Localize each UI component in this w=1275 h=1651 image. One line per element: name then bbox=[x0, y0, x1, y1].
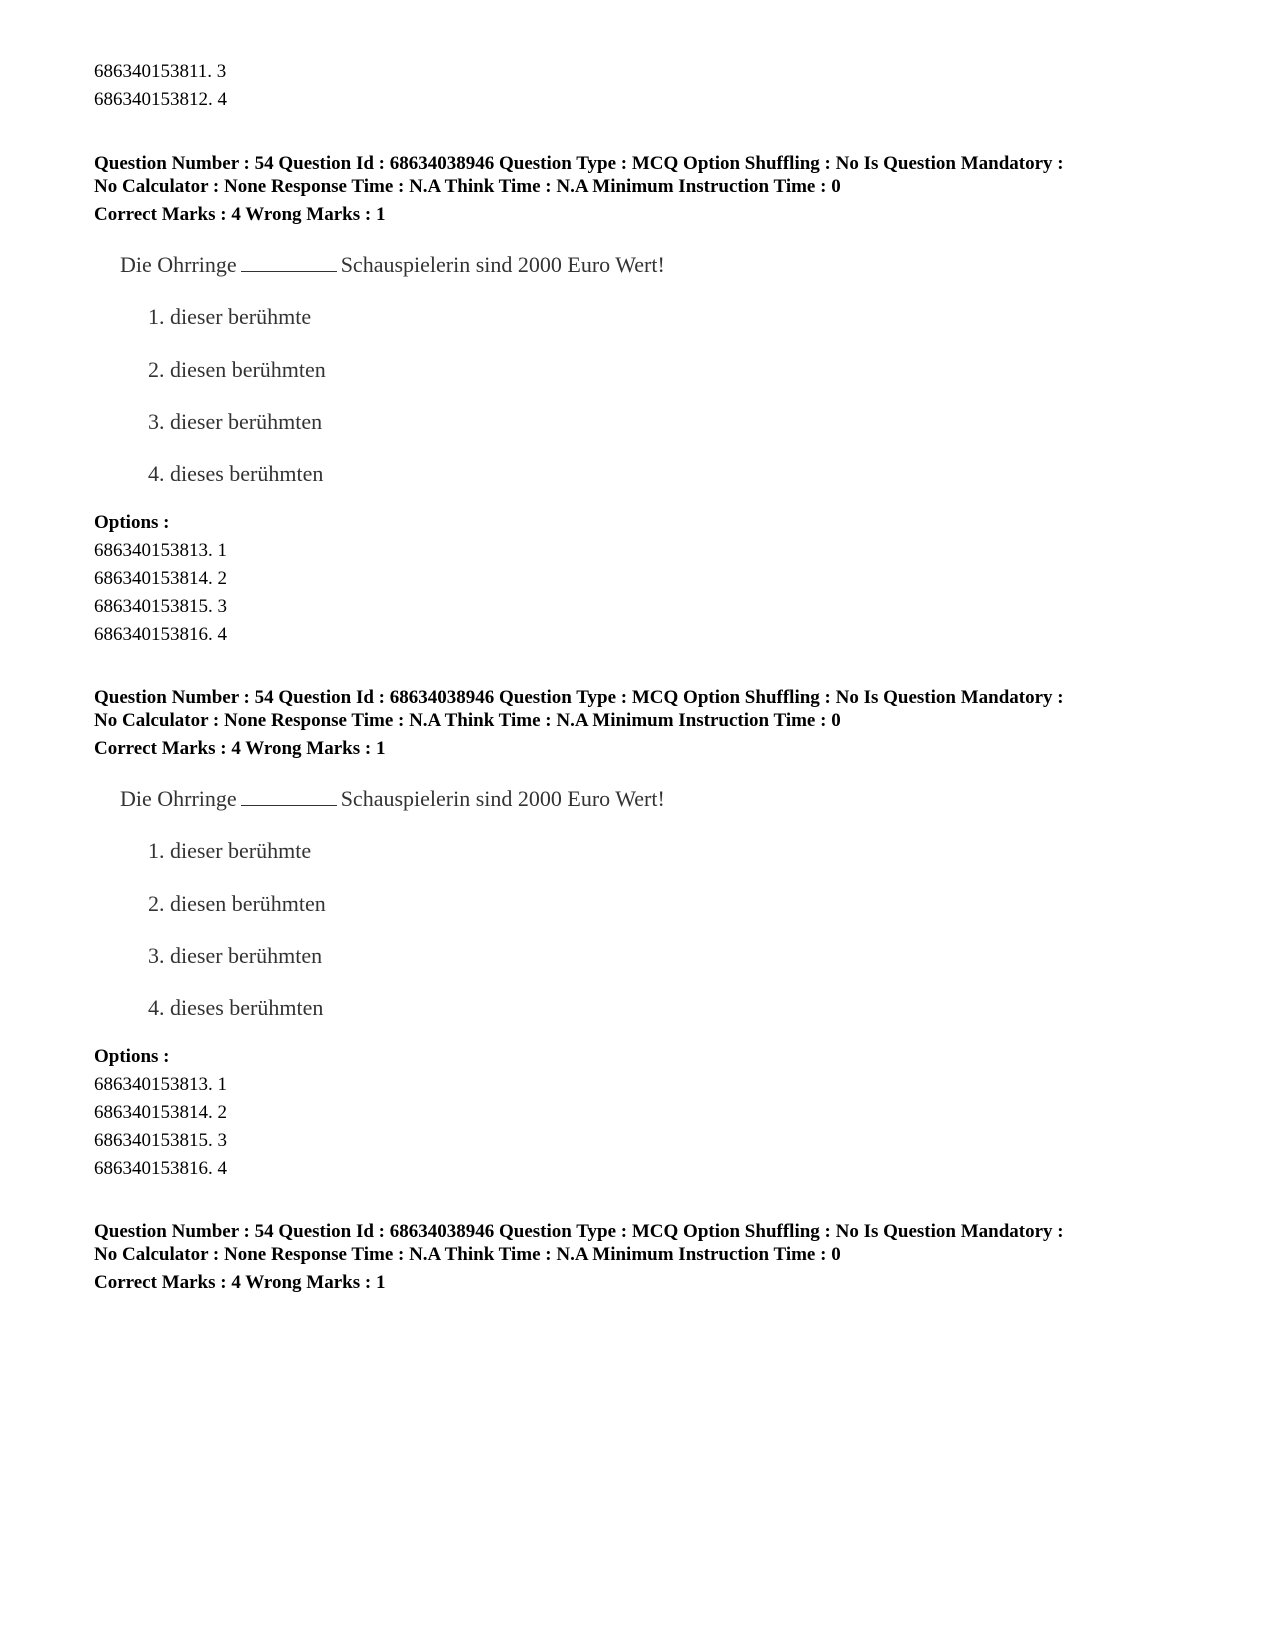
question-stem: Die Ohrringe Schauspielerin sind 2000 Euro Wert! bbox=[120, 786, 665, 811]
options-label: Options : bbox=[94, 512, 170, 533]
option-line: 686340153814. 2 bbox=[94, 568, 227, 589]
option-line: 686340153816. 4 bbox=[94, 624, 227, 645]
option-line: 686340153814. 2 bbox=[94, 1102, 227, 1123]
answer-choice: 2. diesen berühmten bbox=[148, 891, 326, 916]
answer-choice: 1. dieser berühmte bbox=[148, 304, 312, 329]
answer-choice: 3. dieser berühmten bbox=[148, 409, 323, 434]
blank-line bbox=[241, 253, 337, 272]
options-label: Options : bbox=[94, 1046, 170, 1067]
option-line: 686340153813. 1 bbox=[94, 540, 227, 561]
option-line: 686340153811. 3 bbox=[94, 61, 227, 82]
question-header-line2: No Calculator : None Response Time : N.A Think Time : N.A Minimum Instruction Time : 0 bbox=[94, 710, 841, 731]
answer-choice: 3. dieser berühmten bbox=[148, 943, 323, 968]
answer-choice: 4. dieses berühmten bbox=[148, 461, 324, 486]
answer-choice: 1. dieser berühmte bbox=[148, 838, 312, 863]
answer-choice: 2. diesen berühmten bbox=[148, 357, 326, 382]
marks-line: Correct Marks : 4 Wrong Marks : 1 bbox=[94, 1272, 386, 1293]
option-line: 686340153813. 1 bbox=[94, 1074, 227, 1095]
answer-choice: 4. dieses berühmten bbox=[148, 995, 324, 1020]
option-line: 686340153816. 4 bbox=[94, 1158, 227, 1179]
blank-line bbox=[241, 787, 337, 806]
question-header-line1: Question Number : 54 Question Id : 68634038946 Question Type : MCQ Option Shuffling : No Is Question Mandatory : bbox=[94, 687, 1064, 708]
question-header-line2: No Calculator : None Response Time : N.A Think Time : N.A Minimum Instruction Time : 0 bbox=[94, 176, 841, 197]
option-line: 686340153812. 4 bbox=[94, 89, 227, 110]
question-header-line1: Question Number : 54 Question Id : 68634038946 Question Type : MCQ Option Shuffling : No Is Question Mandatory : bbox=[94, 153, 1064, 174]
marks-line: Correct Marks : 4 Wrong Marks : 1 bbox=[94, 738, 386, 759]
option-line: 686340153815. 3 bbox=[94, 596, 227, 617]
question-header-line2: No Calculator : None Response Time : N.A Think Time : N.A Minimum Instruction Time : 0 bbox=[94, 1244, 841, 1265]
question-stem: Die Ohrringe Schauspielerin sind 2000 Euro Wert! bbox=[120, 252, 665, 277]
option-line: 686340153815. 3 bbox=[94, 1130, 227, 1151]
question-header-line1: Question Number : 54 Question Id : 68634038946 Question Type : MCQ Option Shuffling : No Is Question Mandatory : bbox=[94, 1221, 1064, 1242]
marks-line: Correct Marks : 4 Wrong Marks : 1 bbox=[94, 204, 386, 225]
